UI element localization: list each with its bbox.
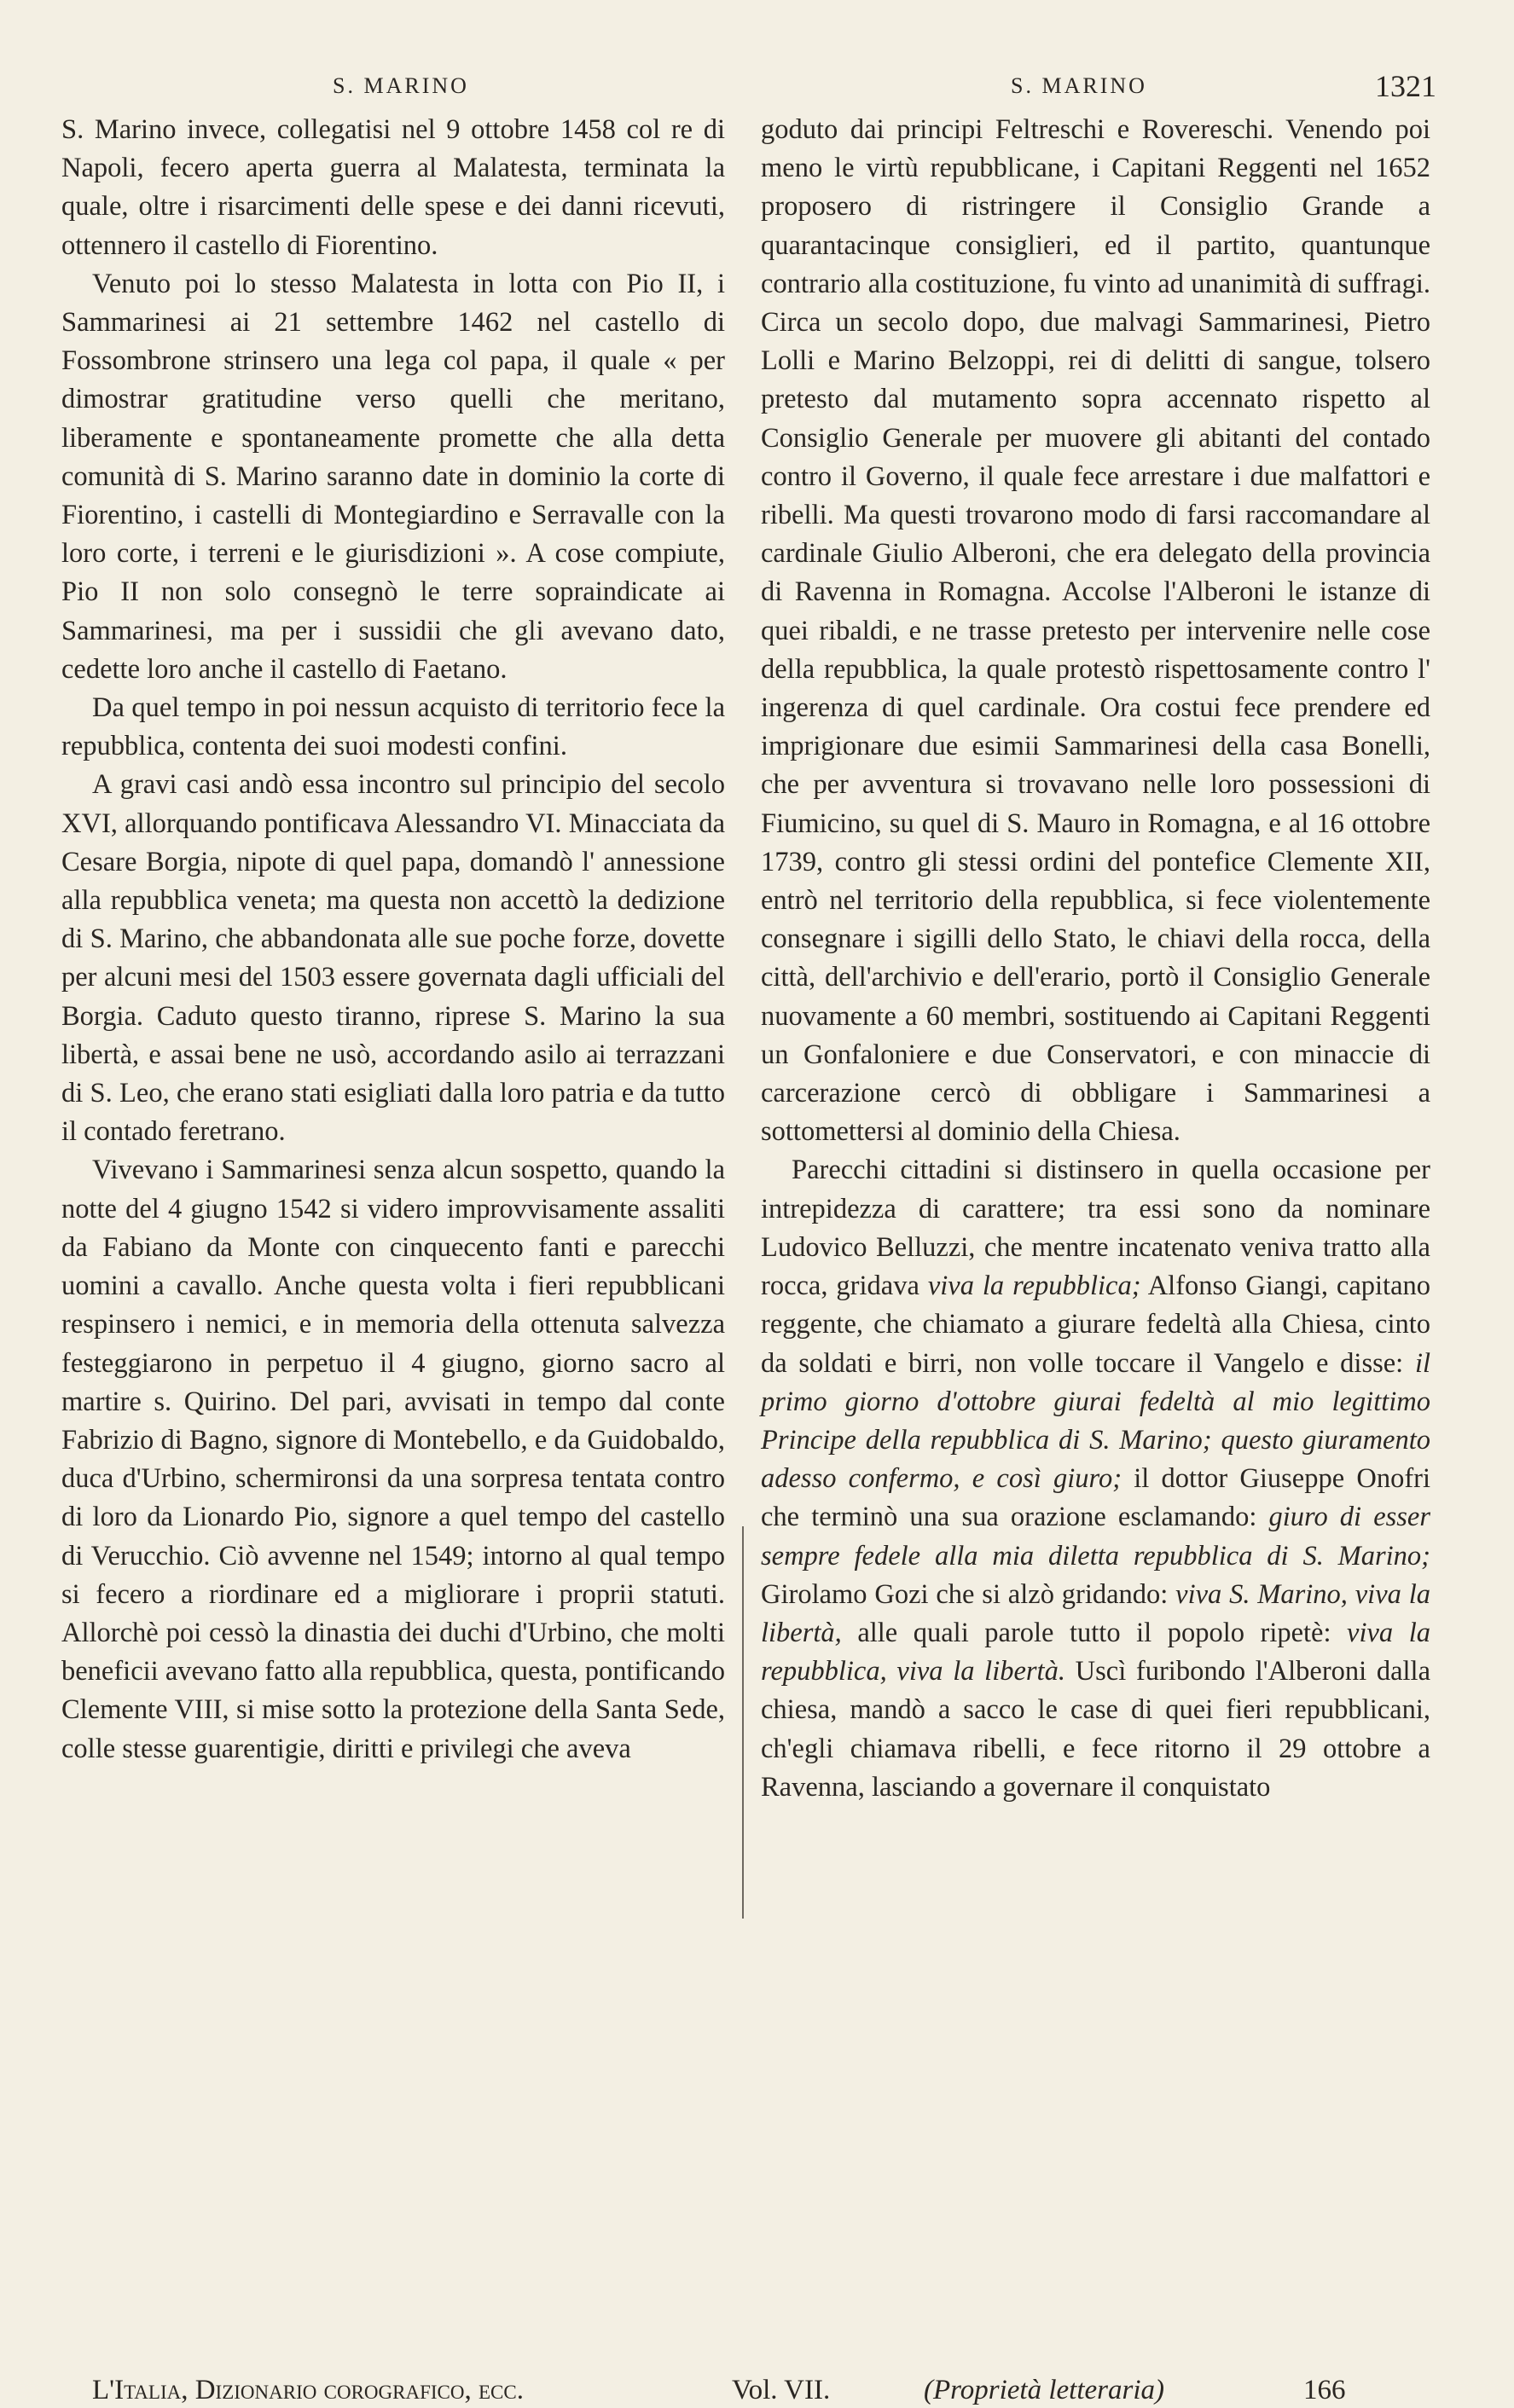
footer-rights: (Proprietà letteraria) xyxy=(924,2375,1164,2405)
page-number: 1321 xyxy=(1375,69,1436,103)
quote: il primo giorno d'ottobre giurai fedeltà al mio legittimo Principe della repubblica di S. Marino; questo giuramento adesso confermo, e così giuro; xyxy=(761,1347,1430,1495)
text-run: il dottor Giuseppe Onofri che terminò una sua orazione esclamando: xyxy=(761,1463,1430,1533)
footer-work-title: L'Italia, Dizionario corografico, ecc. xyxy=(92,2375,524,2405)
quote: viva la repubblica, viva la libertà. xyxy=(761,1617,1430,1687)
paragraph: Da quel tempo in poi nessun acquisto di territorio fece la repubblica, contenta dei suoi modesti confini. xyxy=(61,692,725,762)
footer-volume: Vol. VII. xyxy=(732,2375,831,2405)
footer-signature: 166 xyxy=(1303,2375,1346,2405)
quote: giuro di esser sempre fedele alla mia diletta repubblica di S. Marino; xyxy=(761,1502,1431,1572)
text-run: Parecchi cittadini si distinsero in quella occasione per intrepidezza di carattere; tra essi sono da nominare Ludovico Belluzzi, che mentre incatenato veniva tratto alla rocca, gridava xyxy=(761,1155,1430,1302)
paragraph: Venuto poi lo stesso Malatesta in lotta con Pio II, i Sammarinesi ai 21 settembre 1462 nel castello di Fossombrone strinsero una lega col papa, il quale « per dimostrar gratitudine verso quelli che meritano, liberamente e spontaneamente promette che alla detta comunità di S. Marino saranno date in dominio la corte di Fiorentino, i castelli di Montegiardino e Serravalle con la loro corte, i terreni e le giurisdizioni ». A cose compiute, Pio II non solo consegnò le terre sopraindicate ai Sammarinesi, ma per i sussidii che gli avevano dato, cedette loro anche il castello di Faetano. xyxy=(61,268,725,685)
paragraph: Vivevano i Sammarinesi senza alcun sospetto, quando la notte del 4 giugno 1542 si videro improvvisamente assaliti da Fabiano da Monte con cinquecento fanti e parecchi uomini a cavallo. Anche questa volta i fieri repubblicani respinsero i nemici, e in memoria della ottenuta salvezza festeggiarono in perpetuo il 4 giugno, giorno sacro al martire s. Quirino. Del pari, avvisati in tempo dal conte Fabrizio di Bagno, signore di Montebello, e da Guidobaldo, duca d'Urbino, schermironsi da una sorpresa tentata contro di loro da Lionardo Pio, signore a quel tempo del castello di Verucchio. Ciò avvenne nel 1549; intorno al qual tempo si fecero a riordinare ed a migliorare i proprii statuti. Allorchè poi cessò la dinastia dei duchi d'Urbino, che molti beneficii avevano fatto alla repubblica, questa, pontificando Clemente VIII, si mise sotto la protezione della Santa Sede, colle stesse guarentigie, diritti e privilegi che aveva xyxy=(61,1155,725,1764)
running-head-right: S. MARINO xyxy=(1011,73,1147,98)
paragraph: S. Marino invece, collegatisi nel 9 ottobre 1458 col re di Napoli, fecero aperta guerra al Malatesta, terminata la quale, oltre i risarcimenti delle spese e dei danni ricevuti, ottennero il castello di Fiorentino. xyxy=(61,114,725,261)
right-column xyxy=(761,111,1430,1863)
text-run: alle quali parole tutto il popolo ripetè: xyxy=(841,1617,1348,1648)
column-divider xyxy=(742,1526,744,1919)
quote: viva la repubblica; xyxy=(927,1271,1141,1302)
paragraph-quotes xyxy=(761,1151,1430,1806)
left-column xyxy=(61,111,725,1863)
text-run: Alfonso Giangi, capitano reggente, che chiamato a giurare fedeltà alla Chiesa, cinto da soldati e birri, non volle toccare il Vangelo e disse: xyxy=(761,1271,1430,1379)
quote: viva S. Marino, viva la libertà, xyxy=(761,1578,1430,1648)
text-run: Girolamo Gozi che si alzò gridando: xyxy=(761,1578,1176,1610)
page-footer xyxy=(92,2375,1437,2407)
paragraph: A gravi casi andò essa incontro sul principio del secolo XVI, allorquando pontificava Alessandro VI. Minacciata da Cesare Borgia, nipote di quel papa, domandò l' annessione alla repubblica veneta; ma questa non accettò la dedizione di S. Marino, che abbandonata alle sue poche forze, dovette per alcuni mesi del 1503 essere governata dagli ufficiali del Borgia. Caduto questo tiranno, riprese S. Marino la sua libertà, e assai bene ne usò, accordando asilo ai terrazzani di S. Leo, che erano stati esigliati dalla loro patria e da tutto il contado feretrano. xyxy=(61,769,725,1148)
paragraph: goduto dai principi Feltreschi e Rovereschi. Venendo poi meno le virtù repubblicane, i Capitani Reggenti nel 1652 proposero di ristringere il Consiglio Grande a quarantacinque consiglieri, ed il partito, quantunque contrario alla costituzione, fu vinto ad unanimità di suffragi. Circa un secolo dopo, due malvagi Sammarinesi, Pietro Lolli e Marino Belzoppi, rei di delitti di sangue, tolsero pretesto dal mutamento sopra accennato rispetto al Consiglio Generale per muovere gli abitanti del contado contro il Governo, il quale fece arrestare i due malfattori e ribelli. Ma questi trovarono modo di farsi raccomandare al cardinale Giulio Alberoni, che era delegato della provincia di Ravenna in Romagna. Accolse l'Alberoni le istanze di quei ribaldi, e ne trasse pretesto per intervenire nelle cose della repubblica, la quale protestò rispettosamente contro l' ingerenza di quel cardinale. Ora costui fece prendere ed imprigionare due esimii Sammarinesi della casa Bonelli, che per avventura si trovavano nelle loro possessioni di Fiumicino, su quel di S. Mauro in Romagna, e al 16 ottobre 1739, contro gli stessi ordini del pontefice Clemente XII, entrò nel territorio della repubblica, si fece violentemente consegnare i sigilli dello Stato, le chiavi della rocca, della città, dell'archivio e dell'erario, portò il Consiglio Generale nuovamente a 60 membri, sostituendo ai Capitani Reggenti un Gonfaloniere e due Conservatori, e con minaccie di carcerazione cercò di obbligare i Sammarinesi a sottomettersi al dominio della Chiesa. xyxy=(761,114,1430,1148)
running-head-left: S. MARINO xyxy=(333,73,469,98)
text-run: Uscì furibondo l'Alberoni dalla chiesa, mandò a sacco le case di quei fieri repubblicani, ch'egli chiamava ribelli, e fece ritorno il 29 ottobre a Ravenna, lasciando a governare il conquistato xyxy=(761,1656,1431,1803)
